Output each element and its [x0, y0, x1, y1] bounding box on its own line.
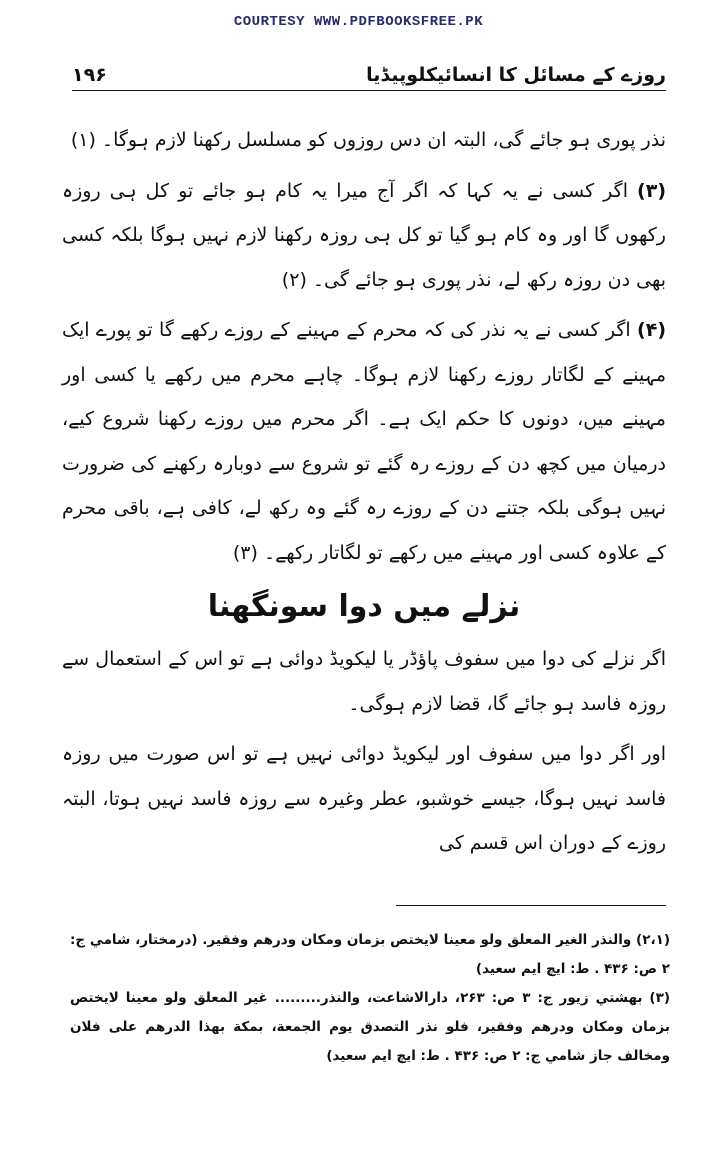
footnote-2: (۳) بهشتي زيور ج: ۳ ص: ۲۶۳، دارالاشاعت، والنذر......... غير المعلق ولو معينا لايختص بزمان ومكان ودرهم وفقير، فلو نذر التصدق يوم الجمعة، بمكة بهذا الدرهم على فلان ومخالف جاز شامي ج: ۲ ص: ۴۳۶ . ط: ايچ ايم سعيد) — [70, 990, 671, 1064]
courtesy-watermark: COURTESY WWW.PDFBOOKSFREE.PK — [233, 14, 484, 30]
paragraph-2 — [62, 169, 666, 303]
paragraph-2-number: (۳) — [637, 179, 666, 202]
paragraph-3-number: (۴) — [637, 319, 666, 341]
section-heading: نزلے میں دوا سونگھنا — [207, 589, 521, 624]
paragraph-3-text: اگر کسی نے یہ نذر کی کہ محرم کے مہینے کے روزے رکھے گا تو پورے ایک مہینے کے لگاتار روزے رکھنا لازم ہوگا۔ چاہے محرم میں رکھے یا کسی اور مہینے میں، دونوں کا حکم ایک ہے۔ اگر محرم میں روزے رکھنا شروع کیے، درمیان میں کچھ دن کے روزے رہ گئے تو شروع سے دوبارہ رکھنے کی ضرورت نہیں ہوگی بلکہ جتنے دن کے روزے رہ گئے وہ رکھ لے، کافی ہے، باقی محرم کے علاوہ کسی اور مہینے میں رکھے تو لگاتار رکھے۔ (۳) — [62, 319, 666, 564]
paragraph-3 — [62, 308, 666, 575]
page-header — [72, 56, 666, 91]
paragraph-5: اور اگر دوا میں سفوف اور لیکویڈ دوائی نہیں ہے تو اس صورت میں روزہ فاسد نہیں ہوگا، جیسے خوشبو، عطر وغیرہ سے روزہ فاسد نہیں ہوتا، البتہ روزے کے دوران اس قسم کی — [62, 743, 666, 854]
footnotes — [70, 926, 670, 1071]
paragraph-2-text: اگر کسی نے یہ کہا کہ اگر آج میرا یہ کام ہو جائے تو کل ہی روزہ رکھوں گا اور وہ کام ہو گیا تو کل ہی روزہ رکھنا لازم نہیں ہوگا بلکہ کسی بھی دن روزہ رکھ لے، نذر پوری ہو جائے گی۔ (۲) — [62, 179, 666, 291]
paragraph-1: نذر پوری ہو جائے گی، البتہ ان دس روزوں کو مسلسل رکھنا لازم ہوگا۔ (۱) — [70, 129, 666, 151]
footnote-divider — [396, 905, 666, 906]
page-number: ۱۹۶ — [72, 64, 107, 86]
book-title: روزے کے مسائل کا انسائیکلوپیڈیا — [366, 64, 666, 86]
paragraph-4: اگر نزلے کی دوا میں سفوف پاؤڈر یا لیکویڈ دوائی ہے تو اس کے استعمال سے روزہ فاسد ہو جائے گا، قضا لازم ہوگی۔ — [62, 648, 666, 715]
page-body — [62, 118, 666, 866]
footnote-1: (۲،۱) والنذر الغير المعلق ولو معينا لايختص بزمان ومكان ودرهم وفقير. (درمختار، شامي ج: ۲ ص: ۴۳۶ . ط: ايچ ايم سعيد) — [70, 932, 670, 977]
